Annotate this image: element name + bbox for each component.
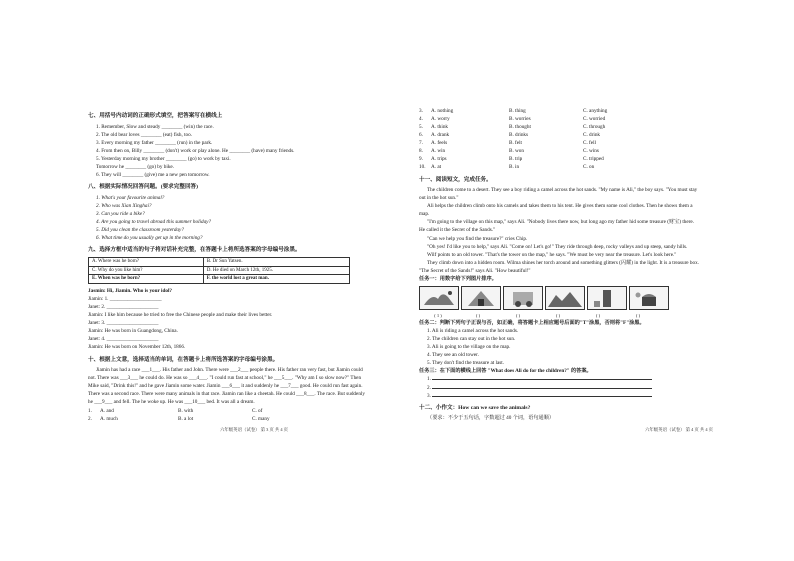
s7-item: 1. Remember, Slow and steady ________ (win) the race. bbox=[96, 123, 214, 130]
s9-option: A. Where was he born? bbox=[89, 257, 204, 266]
option-a: A. at bbox=[431, 164, 442, 171]
s10-option-row bbox=[419, 139, 701, 147]
option-a: A. think bbox=[431, 124, 449, 131]
option-number: 2. bbox=[88, 415, 92, 422]
answer-line[interactable] bbox=[419, 384, 701, 392]
s10-option-row bbox=[419, 147, 701, 155]
task2-item: 1. Ali is riding a camel across the hot sands. bbox=[427, 328, 519, 335]
answer-blank[interactable] bbox=[432, 375, 652, 380]
s10-option-row bbox=[419, 123, 701, 131]
answer-line-number: 2. bbox=[427, 384, 431, 391]
s10-option-row bbox=[419, 131, 701, 139]
s11-paragraph: They climb down into a hidden room. Wilma shines her torch around and something glitters (闪耀) in the light. It is a treasure box. "The Secret of the Sands!" says Ali. "How beautiful!" bbox=[419, 259, 699, 274]
s9-option: F. the world lost a great man. bbox=[203, 275, 349, 284]
option-b: B. thought bbox=[509, 124, 531, 131]
option-number: 10. bbox=[419, 164, 426, 171]
section12-title: 十二、小作文：How can we save the animals? bbox=[419, 404, 531, 411]
option-c: C. many bbox=[252, 415, 270, 422]
s9-option: E. When was he born? bbox=[89, 275, 204, 284]
option-a: A. win bbox=[431, 148, 446, 155]
section7-title: 七、用括号内动词的正确形式填空，把答案写在横线上 bbox=[88, 113, 223, 119]
s7-item: 4. From then on, Billy ________ (don't) work or play alone. He ________ (have) many friends. bbox=[96, 147, 295, 154]
task2-item: 3. Ali is going to the village on the map. bbox=[427, 344, 511, 351]
page-footer: 六年级英语（试卷） 第 3 页 共 4 页 bbox=[220, 427, 289, 432]
option-number: 7. bbox=[419, 140, 423, 147]
section11-title: 十一、阅读短文，完成任务。 bbox=[419, 176, 492, 183]
s10-option-row bbox=[419, 107, 701, 115]
option-b: B. felt bbox=[509, 140, 522, 147]
s8-question: 6. What time do you usually get up in the morning? bbox=[96, 235, 203, 242]
story-picture-map bbox=[503, 286, 543, 310]
s9-dialogue-line: Jasmin: Hi, Jiamin. Who is your idol? bbox=[88, 288, 172, 295]
s9-dialogue-line: Jiamin: 1. ____________________ bbox=[88, 296, 162, 303]
s9-option: C. Why do you like him? bbox=[89, 266, 204, 275]
option-b: B. drinks bbox=[509, 132, 529, 139]
s7-item: 6. They will ________ (give) me a new pen tomorrow. bbox=[96, 172, 210, 179]
option-c: C. through bbox=[583, 124, 606, 131]
option-number: 6. bbox=[419, 132, 423, 139]
option-number: 3. bbox=[419, 108, 423, 114]
option-b: B. thing bbox=[509, 108, 526, 114]
option-number: 1. bbox=[88, 407, 92, 414]
right-column bbox=[419, 107, 701, 422]
option-c: C. on bbox=[583, 164, 595, 171]
s9-dialogue-line: Janet: 3. ____________________ bbox=[88, 320, 159, 327]
option-b: B. in bbox=[509, 164, 520, 171]
option-b: B. with bbox=[178, 407, 194, 414]
s10-option-row bbox=[88, 407, 370, 415]
option-b: B. a lot bbox=[178, 415, 194, 422]
option-b: B. won bbox=[509, 148, 524, 155]
s9-dialogue-line: Janet: 4. ____________________ bbox=[88, 336, 159, 343]
option-a: A. trips bbox=[431, 156, 447, 163]
s7-item: 5. Yesterday morning my brother ________ (go) to work by taxi. bbox=[96, 155, 231, 162]
option-a: A. and bbox=[100, 407, 114, 414]
picture-label: ( ) bbox=[555, 312, 561, 318]
section10-title: 十、根据上文意，选择适当的单词，在答题卡上将所选答案的字母编号涂黑。 bbox=[88, 356, 279, 363]
s9-dialogue-line: Jiamin: He was born in Guangdong, China. bbox=[88, 328, 178, 335]
s10-passage: Jiamin has had a race ___1___. His father and John. There were ___2___ people there. His father ran very fast, but Jiamin could not. There was ___3___ he could do. He was so ___4___. "I could run fast at school," he ___5___. "Why am I so slow now?" Then Mike said, "Drink this!" and he gave Jiamin some water. Jiamin ___6___ it and suddenly he ___7___ good. He could run fast again. There was a second race. There were many animals in that race. Jiamin ran like a cheetah. He could ___8___. The race. But suddenly he ___9___ and fell. The he woke up. He was ___10___ bed. It was all a dream. bbox=[88, 367, 365, 406]
s9-option: B. Dr Sun Yatsen. bbox=[203, 257, 349, 266]
section8-title: 八、根据实际情况回答问题。(要求完整回答) bbox=[88, 184, 199, 191]
s7-item: 3. Every morning my father ________ (run) in the park. bbox=[96, 139, 213, 146]
s8-question: 4. Are you going to travel abroad this summer holiday? bbox=[96, 218, 212, 225]
section9-title: 九、选择方框中适当的句子将对话补充完整，在答题卡上将所选答案的字母编号涂黑。 bbox=[88, 247, 301, 254]
story-picture-valley bbox=[545, 286, 585, 310]
story-picture-tent bbox=[461, 286, 501, 310]
option-number: 4. bbox=[419, 116, 423, 123]
story-picture-tower bbox=[587, 286, 627, 310]
option-a: A. much bbox=[100, 415, 118, 422]
task1-title: 任务一：用数字给下列图片排序。 bbox=[419, 275, 497, 282]
picture-label: ( ) bbox=[635, 312, 641, 318]
picture-label: ( 1 ) bbox=[434, 312, 442, 318]
s11-paragraph: "I'm going to the village on this map," says Ali. "Nobody lives there now, but long ago my father hid some treasure (财宝) there. He called it the Secret of the Sands." bbox=[419, 219, 694, 234]
s11-paragraph: Wilf points to an old tower. "That's the tower on the map," he says. "We must be very near the treasure. Let's look here." bbox=[427, 251, 677, 258]
picture-labels bbox=[419, 312, 701, 319]
story-picture-camel bbox=[419, 286, 459, 310]
s8-question: 3. Can you ride a bike? bbox=[96, 210, 145, 217]
option-a: A. feels bbox=[431, 140, 448, 147]
option-a: A. nothing bbox=[431, 108, 454, 114]
option-number: 9. bbox=[419, 156, 423, 163]
s9-dialogue-line: Janet: 2. ____________________ bbox=[88, 304, 159, 311]
option-number: 8. bbox=[419, 148, 423, 155]
s8-question: 2. Who was Xian Xinghai? bbox=[96, 202, 152, 209]
option-c: C. tripped bbox=[583, 156, 604, 163]
picture-strip bbox=[419, 286, 701, 310]
option-number: 5. bbox=[419, 124, 423, 131]
picture-label: ( ) bbox=[595, 312, 601, 318]
option-c: C. wins bbox=[583, 148, 599, 155]
s9-dialogue-line: Jiamin: I like him because he tried to free the Chinese people and make their lives better. bbox=[88, 312, 273, 319]
option-c: C. fell bbox=[583, 140, 596, 147]
page-footer: 六年级英语（试卷） 第 4 页 共 4 页 bbox=[645, 427, 714, 432]
answer-line-number: 1. bbox=[427, 376, 431, 383]
s11-paragraph: "Oh yes! I'd like you to help," says Ali. "Come on! Let's go!" They ride through deep, rocky valleys and up steep, sandy hills. bbox=[427, 243, 688, 250]
option-c: C. worried bbox=[583, 116, 606, 123]
option-c: C. anything bbox=[583, 108, 608, 114]
answer-blank[interactable] bbox=[432, 392, 652, 397]
s9-option: D. He died on March 12th, 1925. bbox=[203, 266, 349, 275]
left-column bbox=[88, 108, 370, 423]
s8-question: 5. Did you clean the classroom yesterday? bbox=[96, 227, 184, 233]
option-a: A. drank bbox=[431, 132, 450, 139]
option-b: B. worries bbox=[509, 116, 531, 123]
task3-title: 任务三：在下面的横线上回答 "What does Ali do for the children?" 的答案。 bbox=[419, 368, 592, 375]
task2-item: 4. They see an old tower. bbox=[427, 352, 479, 359]
s7-item: Tomorrow he ________ (go) by bike. bbox=[96, 163, 175, 170]
s8-question: 1. What's your favourite animal? bbox=[96, 194, 165, 201]
s9-options-table bbox=[88, 257, 350, 284]
s10-option-row bbox=[419, 155, 701, 163]
picture-label: ( ) bbox=[515, 312, 521, 318]
task2-item: 2. The children can stay out in the hot sun. bbox=[427, 336, 516, 343]
picture-label: ( ) bbox=[475, 312, 481, 318]
option-a: A. worry bbox=[431, 116, 450, 123]
story-picture-treasure bbox=[629, 286, 669, 310]
option-b: B. trip bbox=[509, 156, 523, 163]
s11-paragraph: The children come to a desert. They see a boy riding a camel across the hot sands. "My name is Ali," the boy says. "You must stay out in the hot sun." bbox=[419, 187, 698, 202]
s12-requirement: （要求：不少于五句话，字数超过 40 个词，语句通顺） bbox=[427, 415, 555, 422]
option-c: C. of bbox=[252, 407, 263, 414]
s11-paragraph: "Can we help you find the treasure?" cries Chip. bbox=[427, 235, 528, 242]
task2-title: 任务二：判断下列句子正误与否，如正确，将答题卡上相应题号后面的"T"涂黑，否则将"F"涂黑。 bbox=[419, 320, 645, 327]
option-c: C. drink bbox=[583, 132, 601, 139]
s10-option-row bbox=[419, 163, 701, 171]
answer-blank[interactable] bbox=[432, 384, 652, 389]
s11-paragraph: Ali helps the children climb onto his camels and takes them to his tent. He gives them some cool clothes. Then he shows them a map. bbox=[419, 203, 693, 218]
s10-option-row bbox=[88, 415, 370, 423]
answer-line[interactable] bbox=[419, 375, 701, 383]
s10-option-row bbox=[419, 115, 701, 123]
s9-dialogue-line: Jiamin: He was born on November 12th, 1866. bbox=[88, 344, 186, 351]
task2-item: 5. They don't find the treasure at last. bbox=[427, 360, 505, 367]
answer-line[interactable] bbox=[419, 392, 701, 400]
page-right bbox=[397, 0, 794, 561]
answer-line-number: 3. bbox=[427, 392, 431, 399]
s7-item: 2. The old bear loves ________ (eat) fish, too. bbox=[96, 131, 192, 138]
